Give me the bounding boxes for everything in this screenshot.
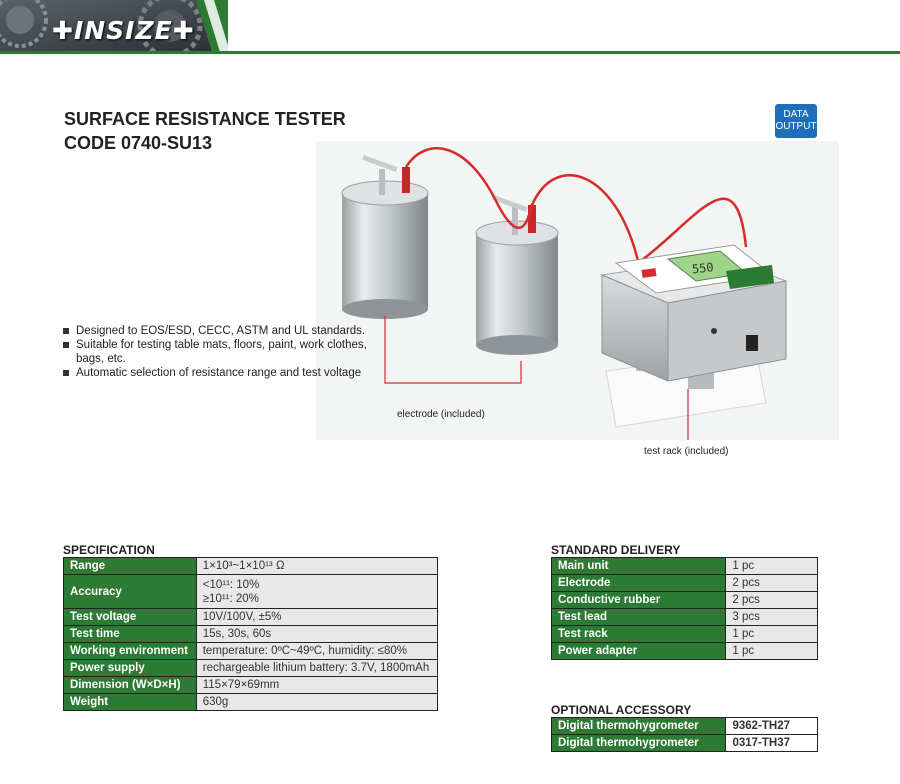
product-photo: [316, 141, 839, 440]
table-row: [552, 626, 818, 643]
spec-label: Range: [64, 558, 197, 575]
table-row: [64, 626, 438, 643]
optional-accessory-table: [551, 717, 818, 752]
electrode-caption: electrode (included): [397, 409, 485, 420]
specification-title: SPECIFICATION: [63, 543, 155, 557]
delivery-qty: 2 pcs: [726, 575, 818, 592]
accessory-name: Digital thermohygrometer: [552, 718, 726, 735]
data-output-badge: [775, 104, 817, 138]
table-row: [64, 677, 438, 694]
spec-label: Power supply: [64, 660, 197, 677]
spec-label: Dimension (W×D×H): [64, 677, 197, 694]
header-green-line: [0, 51, 900, 54]
accuracy-line-1: <10¹¹: 10%: [202, 578, 260, 591]
table-row: [552, 718, 818, 735]
table-row: [64, 609, 438, 626]
delivery-item: Power adapter: [552, 643, 726, 660]
accessory-code: 0317-TH37: [726, 735, 818, 752]
spec-label: Working environment: [64, 643, 197, 660]
spec-label: Test time: [64, 626, 197, 643]
table-row: [552, 609, 818, 626]
spec-value: [196, 575, 437, 609]
rack-caption: test rack (included): [644, 446, 729, 457]
delivery-item: Electrode: [552, 575, 726, 592]
spec-value: 630g: [196, 694, 437, 711]
delivery-qty: 1 pc: [726, 626, 818, 643]
delivery-qty: 3 pcs: [726, 609, 818, 626]
spec-value: temperature: 0ºC~49ºC, humidity: ≤80%: [196, 643, 437, 660]
spec-value: 115×79×69mm: [196, 677, 437, 694]
brand-logo-text: INSIZE: [73, 16, 173, 45]
feature-item: Automatic selection of resistance range and test voltage: [62, 366, 372, 380]
spec-label: Test voltage: [64, 609, 197, 626]
spec-value: 15s, 30s, 60s: [196, 626, 437, 643]
table-row: [552, 558, 818, 575]
badge-line-1: DATA: [783, 109, 809, 120]
table-row: [64, 694, 438, 711]
feature-list: [62, 324, 372, 380]
spec-value: rechargeable lithium battery: 3.7V, 1800mAh: [196, 660, 437, 677]
accuracy-line-2: ≥10¹¹: 20%: [202, 592, 259, 605]
delivery-item: Conductive rubber: [552, 592, 726, 609]
spec-value: 1×10³~1×10¹³ Ω: [196, 558, 437, 575]
table-row: [552, 643, 818, 660]
delivery-qty: 2 pcs: [726, 592, 818, 609]
brand-logo: ✚INSIZE✚: [52, 16, 195, 45]
badge-line-2: OUTPUT: [775, 121, 817, 132]
main-unit: [602, 245, 786, 381]
table-row: [552, 575, 818, 592]
delivery-item: Test lead: [552, 609, 726, 626]
table-row: [64, 558, 438, 575]
table-row: [64, 660, 438, 677]
table-row: [64, 643, 438, 660]
spec-label: Weight: [64, 694, 197, 711]
header-banner: [0, 0, 900, 56]
delivery-qty: 1 pc: [726, 643, 818, 660]
spec-label: Accuracy: [64, 575, 197, 609]
feature-item: Suitable for testing table mats, floors, paint, work clothes, bags, etc.: [62, 338, 372, 366]
delivery-qty: 1 pc: [726, 558, 818, 575]
product-title-block: [64, 107, 346, 155]
standard-delivery-table: [551, 557, 818, 660]
spec-value: 10V/100V, ±5%: [196, 609, 437, 626]
accessory-name: Digital thermohygrometer: [552, 735, 726, 752]
table-row: [552, 735, 818, 752]
product-code: CODE 0740-SU13: [64, 133, 213, 153]
accessory-code: 9362-TH27: [726, 718, 818, 735]
delivery-item: Test rack: [552, 626, 726, 643]
specification-table: [63, 557, 438, 711]
feature-item: Designed to EOS/ESD, CECC, ASTM and UL standards.: [62, 324, 372, 338]
unit-display-reading: 550: [691, 260, 715, 277]
standard-delivery-title: STANDARD DELIVERY: [551, 543, 681, 557]
product-title: SURFACE RESISTANCE TESTER: [64, 109, 346, 129]
table-row: [552, 592, 818, 609]
delivery-item: Main unit: [552, 558, 726, 575]
table-row: [64, 575, 438, 609]
optional-accessory-title: OPTIONAL ACCESSORY: [551, 703, 692, 717]
